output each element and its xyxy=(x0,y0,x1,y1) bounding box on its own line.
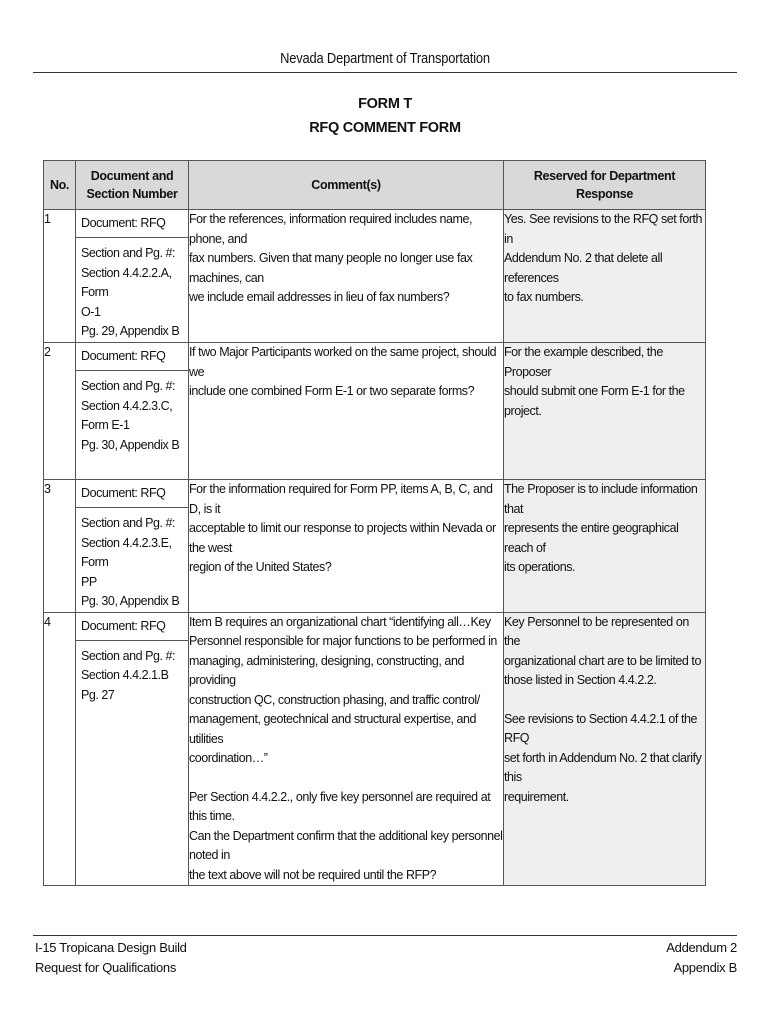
header-title-text: Nevada Department of Transportation xyxy=(280,50,490,67)
text-line: The Proposer is to include information that xyxy=(504,482,698,516)
table-body xyxy=(44,210,706,886)
text-line: should submit one Form E-1 for the project. xyxy=(504,384,685,418)
text-line: the text above will not be required until the RFP? xyxy=(189,867,437,882)
header-no: No. xyxy=(44,161,76,210)
text-line: those listed in Section 4.4.2.2. xyxy=(504,673,657,687)
text-line: If two Major Participants worked on the same project, should we xyxy=(189,345,497,379)
header-doc-line1: Document and xyxy=(90,169,174,183)
header-doc-line2: Section Number xyxy=(86,187,178,201)
comment-table xyxy=(43,160,706,886)
document-label: Document: RFQ xyxy=(76,343,188,371)
table-row xyxy=(44,612,706,886)
table-header-row xyxy=(44,161,706,210)
section-line: Section and Pg. #: xyxy=(81,379,176,393)
header-response: Reserved for Department Response xyxy=(504,161,706,210)
header-document-section xyxy=(76,161,189,210)
section-info xyxy=(76,238,188,342)
paragraph-gap xyxy=(504,691,705,710)
comment-cell xyxy=(189,480,504,613)
section-line: Section and Pg. #: xyxy=(81,516,176,530)
document-label: Document: RFQ xyxy=(76,613,188,641)
response-cell xyxy=(504,612,706,886)
text-line: Personnel responsible for major functions to be performed in xyxy=(189,634,497,648)
form-title-line2: RFQ COMMENT FORM xyxy=(309,120,461,136)
document-section-cell xyxy=(76,210,189,343)
section-line: Section and Pg. #: xyxy=(81,246,176,260)
comment-cell xyxy=(189,210,504,343)
text-line: to fax numbers. xyxy=(504,290,584,304)
text-line: set forth in Addendum No. 2 that clarify this xyxy=(504,750,702,784)
text-line: managing, administering, designing, constructing, and providing xyxy=(189,653,464,687)
paragraph-gap xyxy=(189,769,503,788)
text-line: acceptable to limit our response to projects within Nevada or the west xyxy=(189,521,496,555)
text-line: Per Section 4.4.2.2., only five key personnel are required at this time. xyxy=(189,789,491,823)
section-info xyxy=(76,508,188,612)
text-line: Can the Department confirm that the additional key personnel noted in xyxy=(189,828,503,862)
section-line: Section and Pg. #: xyxy=(81,648,176,663)
section-line: Section 4.4.2.3.C, xyxy=(81,398,173,413)
document-section-cell xyxy=(76,480,189,613)
footer-document-type: Request for Qualifications xyxy=(35,960,177,975)
section-info xyxy=(76,641,188,706)
section-line: Pg. 29, Appendix B xyxy=(81,324,180,338)
text-line: For the references, information required includes name, phone, and xyxy=(189,212,473,246)
header-comments: Comment(s) xyxy=(189,161,504,210)
table-row xyxy=(44,210,706,343)
footer-right xyxy=(666,938,737,978)
header-divider xyxy=(33,72,737,73)
table-row xyxy=(44,480,706,613)
text-line: Addendum No. 2 that delete all references xyxy=(504,251,663,285)
document-section-cell xyxy=(76,612,189,886)
section-line: PP xyxy=(81,574,97,589)
response-cell xyxy=(504,210,706,343)
section-line: Section 4.4.2.1.B xyxy=(81,668,169,682)
text-line: organizational chart are to be limited to xyxy=(504,653,701,668)
text-line: For the information required for Form PP, items A, B, C, and D, is it xyxy=(189,482,493,516)
document-label: Document: RFQ xyxy=(76,480,188,508)
footer-project-name: I-15 Tropicana Design Build xyxy=(35,940,187,955)
response-cell xyxy=(504,480,706,613)
text-line: represents the entire geographical reach of xyxy=(504,521,679,555)
text-line: include one combined Form E-1 or two separate forms? xyxy=(189,384,475,398)
text-line: Yes. See revisions to the RFQ set forth in xyxy=(504,212,703,246)
document-section-cell xyxy=(76,343,189,480)
section-line: Pg. 27 xyxy=(81,687,115,702)
row-number: 2 xyxy=(44,343,76,480)
table-row xyxy=(44,343,706,480)
text-line: Key Personnel to be represented on the xyxy=(504,614,689,648)
text-line: coordination…” xyxy=(189,751,268,765)
text-line: region of the United States? xyxy=(189,560,332,574)
text-line: its operations. xyxy=(504,560,576,574)
text-line: requirement. xyxy=(504,789,569,804)
footer-divider xyxy=(33,935,737,936)
comment-cell xyxy=(189,343,504,480)
section-line: Pg. 30, Appendix B xyxy=(81,437,180,452)
footer-addendum: Addendum 2 xyxy=(666,940,737,955)
text-line: construction QC, construction phasing, and traffic control/ xyxy=(189,692,480,707)
text-line: Item B requires an organizational chart “identifying all…Key xyxy=(189,614,491,629)
section-info xyxy=(76,371,188,455)
form-title-line1: FORM T xyxy=(358,96,412,112)
row-number: 1 xyxy=(44,210,76,343)
text-line: fax numbers. Given that many people no longer use fax machines, can xyxy=(189,251,473,285)
row-number: 3 xyxy=(44,480,76,613)
text-line: management, geotechnical and structural expertise, and utilities xyxy=(189,712,476,746)
text-line: For the example described, the Proposer xyxy=(504,345,663,379)
text-line: See revisions to Section 4.4.2.1 of the RFQ xyxy=(504,711,697,745)
section-line: Form E-1 xyxy=(81,418,130,432)
section-line: Section 4.4.2.3.E, Form xyxy=(81,535,172,569)
text-line: we include email addresses in lieu of fax numbers? xyxy=(189,290,450,304)
section-line: O-1 xyxy=(81,304,101,319)
comment-cell xyxy=(189,612,504,886)
response-cell xyxy=(504,343,706,480)
page-header-title xyxy=(0,50,770,67)
document-label: Document: RFQ xyxy=(76,210,188,238)
row-number: 4 xyxy=(44,612,76,886)
footer-left xyxy=(35,938,187,978)
section-line: Section 4.4.2.2.A, Form xyxy=(81,265,172,299)
footer-appendix: Appendix B xyxy=(673,960,737,975)
section-line: Pg. 30, Appendix B xyxy=(81,594,180,608)
